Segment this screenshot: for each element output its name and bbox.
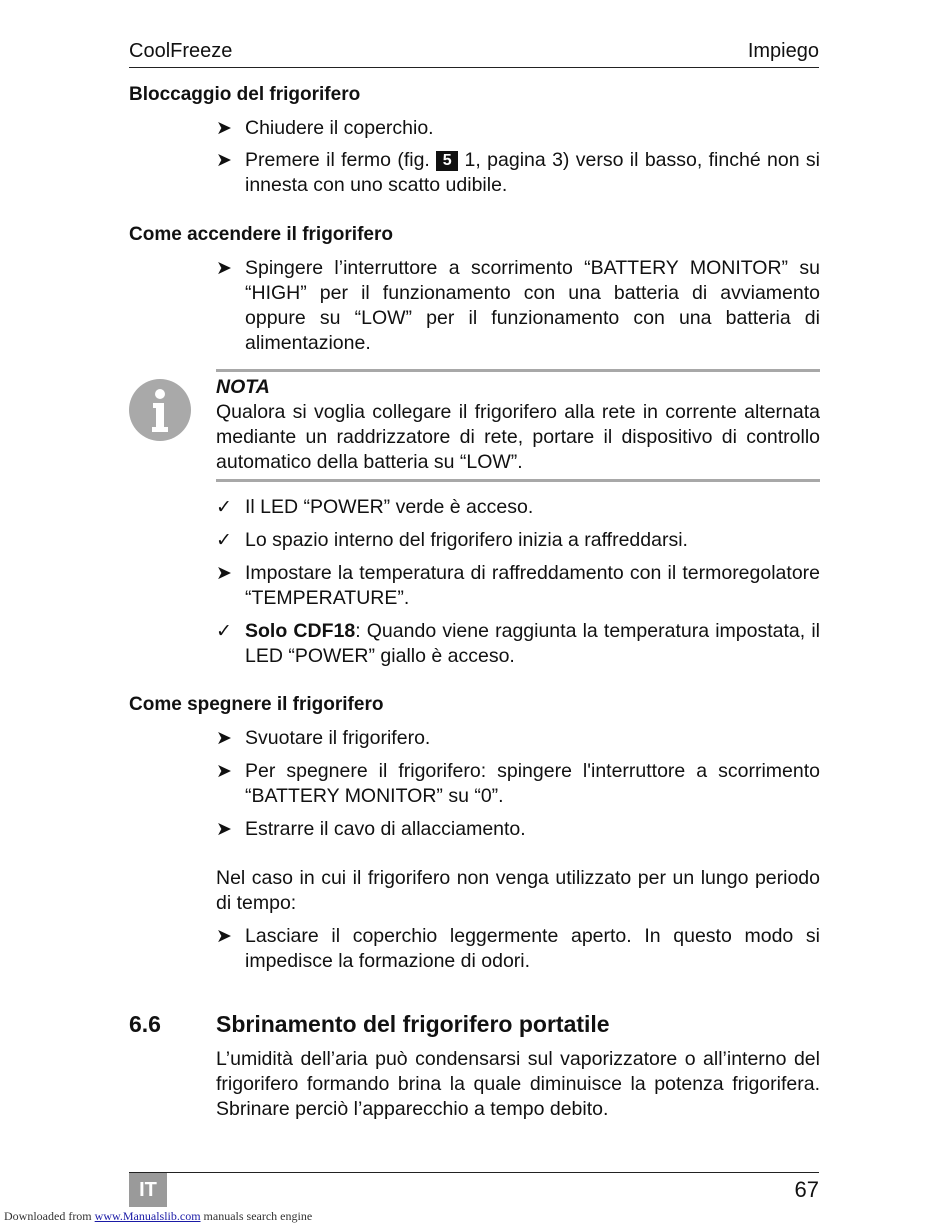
language-badge: IT xyxy=(129,1173,167,1207)
heading-switch-off: Come spegnere il frigorifero xyxy=(129,694,384,715)
figure-ref-badge: 5 xyxy=(436,151,458,171)
step-set-temperature xyxy=(216,561,820,611)
header-product: CoolFreeze xyxy=(129,40,233,62)
step-text: Impostare la temperatura di raffreddamento con il termoregolatore “TEMPERATURE”. xyxy=(245,562,820,609)
arrow-icon: ➤ xyxy=(216,563,232,584)
result-cdf18 xyxy=(216,619,820,669)
manualslib-link[interactable]: www.Manualslib.com xyxy=(94,1209,201,1223)
result-text xyxy=(245,619,820,669)
step-switch-off xyxy=(216,759,820,809)
download-prefix: Downloaded from xyxy=(4,1209,95,1223)
step-unplug xyxy=(216,817,820,842)
section-title: Sbrinamento del frigorifero portatile xyxy=(216,1011,610,1037)
step-text: Lasciare il coperchio leggermente aperto. In questo modo si impedisce la formazione di odori. xyxy=(245,925,820,972)
step-close-lid xyxy=(216,116,820,141)
step-text-before: Premere il fermo (fig. xyxy=(245,149,437,171)
arrow-icon: ➤ xyxy=(216,728,232,749)
note-rule-top xyxy=(216,369,820,372)
step-text xyxy=(245,148,820,198)
note-body: Qualora si voglia collegare il frigorifero alla rete in corrente alternata mediante un raddrizzatore di rete, portare il dispositivo di controllo automatico della batteria su “LOW”. xyxy=(216,401,820,473)
arrow-icon: ➤ xyxy=(216,819,232,840)
note-box xyxy=(129,369,820,482)
check-icon: ✓ xyxy=(216,530,232,551)
note-rule-bottom xyxy=(216,479,820,482)
result-text: Lo spazio interno del frigorifero inizia a raffreddarsi. xyxy=(245,529,688,551)
header-chapter: Impiego xyxy=(747,40,819,62)
paragraph-defrost: L’umidità dell’aria può condensarsi sul vaporizzatore o all’interno del frigorifero formando brina la quale diminuisce la potenza frigorifera. Sbrinare perciò l’apparecchio a tempo debito. xyxy=(216,1048,820,1120)
arrow-icon: ➤ xyxy=(216,761,232,782)
arrow-icon: ➤ xyxy=(216,118,232,139)
section-number: 6.6 xyxy=(129,1011,161,1037)
step-text-after: 1, pagina 3) verso il basso, finché non si innesta con uno scatto udibile. xyxy=(245,149,820,196)
result-text-rest: : Quando viene raggiunta la temperatura impostata, il LED “POWER” giallo è acceso. xyxy=(245,620,820,667)
heading-lock: Bloccaggio del frigorifero xyxy=(129,84,361,105)
page-number: 67 xyxy=(794,1177,819,1202)
step-text: Per spegnere il frigorifero: spingere l'interruttore a scorrimento “BATTERY MONITOR” su “0”. xyxy=(245,760,820,807)
info-icon xyxy=(129,379,191,441)
step-text: Svuotare il frigorifero. xyxy=(245,727,431,749)
step-text: Spingere l’interruttore a scorrimento “BATTERY MONITOR” su “HIGH” per il funzionamento con una batteria di avviamento oppure su “LOW” per il funzionamento con una batteria di alimentazione. xyxy=(245,257,820,354)
check-icon: ✓ xyxy=(216,621,232,642)
step-press-latch xyxy=(216,148,820,198)
download-notice xyxy=(4,1209,312,1224)
arrow-icon: ➤ xyxy=(216,926,232,947)
arrow-icon: ➤ xyxy=(216,150,232,171)
result-cooling xyxy=(216,528,820,553)
step-battery-monitor xyxy=(216,256,820,356)
result-green-led xyxy=(216,495,820,520)
arrow-icon: ➤ xyxy=(216,258,232,279)
download-suffix: manuals search engine xyxy=(200,1209,313,1223)
paragraph-long-storage: Nel caso in cui il frigorifero non venga utilizzato per un lungo periodo di tempo: xyxy=(216,867,820,914)
step-text: Estrarre il cavo di allacciamento. xyxy=(245,818,526,840)
step-empty xyxy=(216,726,820,751)
page-header xyxy=(129,38,819,68)
step-leave-lid-open xyxy=(216,924,820,974)
note-title: NOTA xyxy=(216,376,270,398)
check-icon: ✓ xyxy=(216,497,232,518)
result-text: Il LED “POWER” verde è acceso. xyxy=(245,496,534,518)
footer-rule xyxy=(129,1172,819,1173)
step-text: Chiudere il coperchio. xyxy=(245,117,434,139)
model-label: Solo CDF18 xyxy=(245,620,356,642)
heading-switch-on: Come accendere il frigorifero xyxy=(129,224,393,245)
